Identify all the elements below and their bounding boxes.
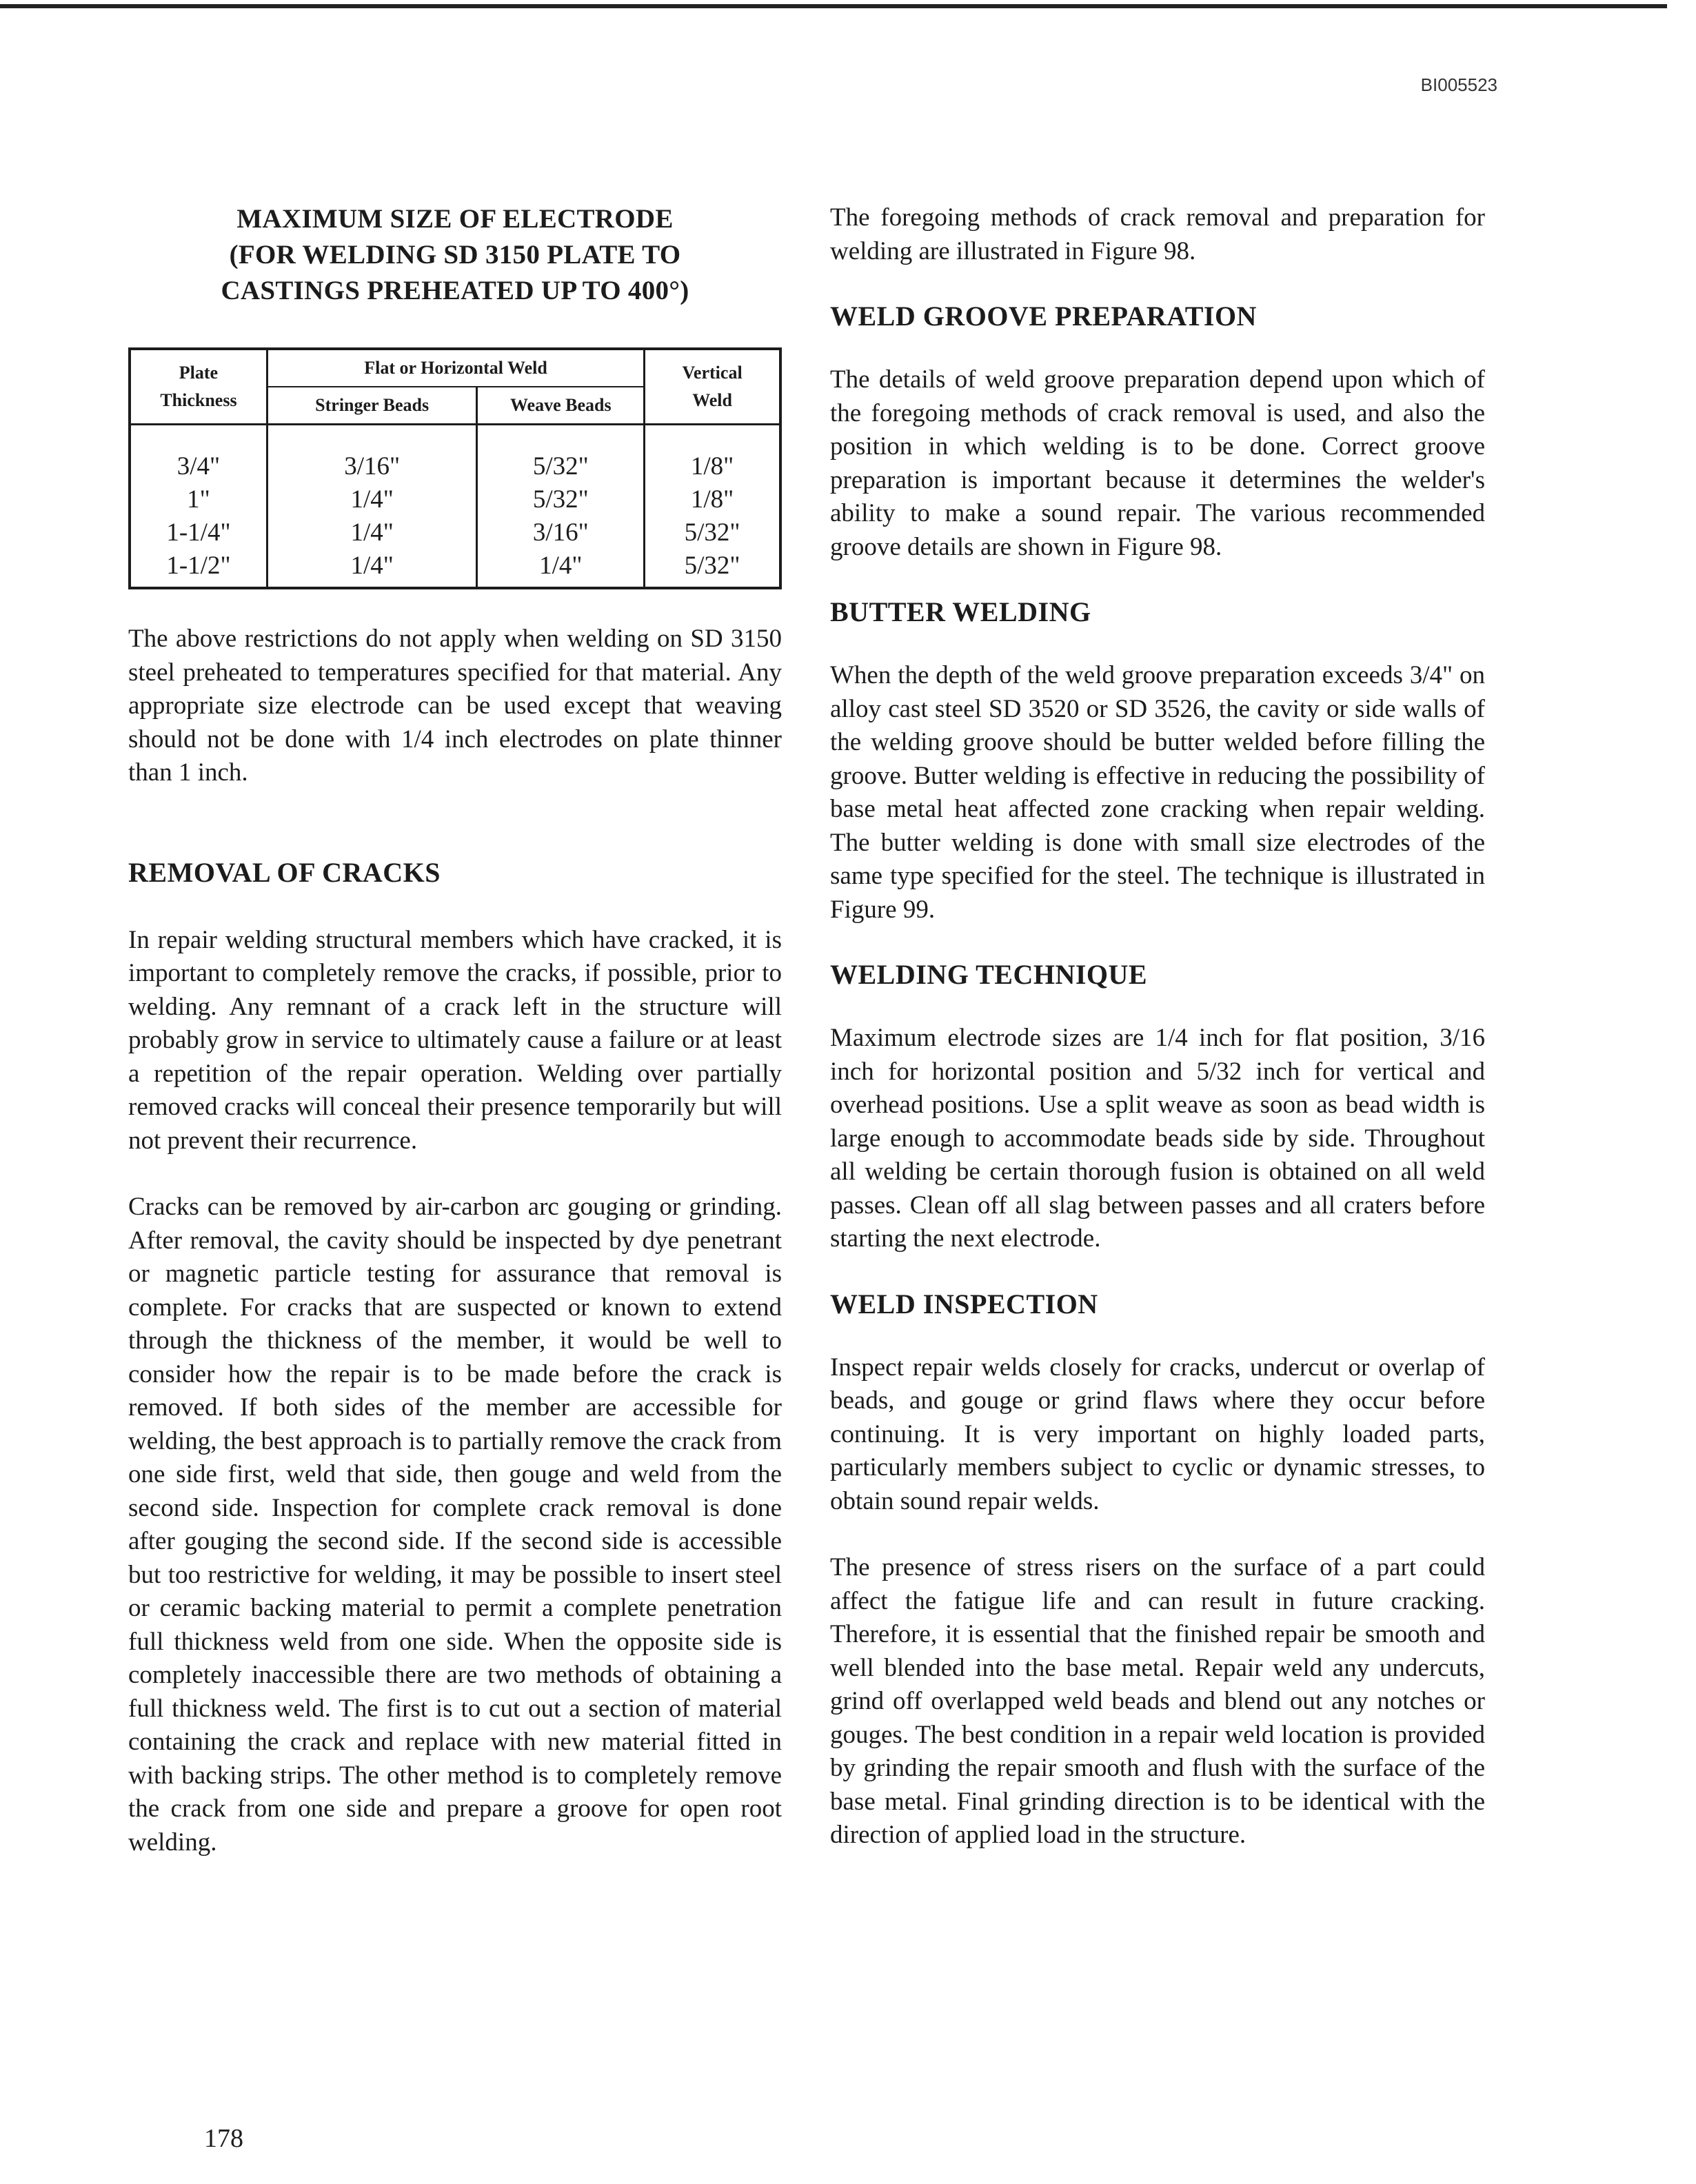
left-column (128, 201, 782, 1859)
table-cell: 5/32" (477, 483, 645, 516)
table-cell: 1-1/4" (130, 516, 267, 549)
table-cell: 5/32" (645, 549, 780, 588)
weld-inspection-heading: WELD INSPECTION (830, 1288, 1098, 1320)
table-row (130, 483, 780, 516)
header-vertical (645, 349, 780, 425)
table-cell: 1/4" (267, 549, 476, 588)
table-note-paragraph: The above restrictions do not apply when welding on SD 3150 steel preheated to temperatures specified for that material. Any appropriate size electrode can be used except that weaving should not be done with 1/4 inch electrodes on plate thinner than 1 inch. (128, 625, 782, 787)
table-cell: 3/4" (130, 425, 267, 484)
butter-welding-heading: BUTTER WELDING (830, 596, 1091, 627)
technique-paragraph: Maximum electrode sizes are 1/4 inch for flat position, 3/16 inch for horizontal position and 5/32 inch for vertical and overhead positions. Use a split weave as soon as bead width is large enough to accommodate beads side by side. Throughout all welding be certain thorough fusion is obtained on all weld passes. Clean off all slag between passes and all craters before starting the next electrode. (830, 1024, 1485, 1253)
electrode-size-table (128, 347, 782, 589)
removal-of-cracks-heading: REMOVAL OF CRACKS (128, 856, 441, 888)
header-vertical-line: Vertical (682, 363, 743, 383)
right-column (830, 201, 1485, 1852)
page-number: 178 (204, 2124, 243, 2153)
table-cell: 1/8" (645, 483, 780, 516)
table-row (130, 549, 780, 588)
header-weave-beads: Weave Beads (477, 387, 645, 425)
table-header-row (130, 349, 780, 387)
table-cell: 1/8" (645, 425, 780, 484)
removal-paragraph-2: Cracks can be removed by air-carbon arc gouging or grinding. After removal, the cavity should be inspected by dye penetrant or magnetic particle testing for assurance that removal is complete. For cracks that are suspected or known to extend through the thickness of the member, it would be well to consider how the repair is to be made before the crack is removed. If both sides of the member are accessible for welding, the best approach is to partially remove the crack from one side first, weld that side, then gouge and weld from the second side. Inspection for complete crack removal is done after gouging the second side. If the second side is accessible but too restrictive for welding, it may be possible to insert steel or ceramic backing material to permit a complete penetration full thickness weld from one side. When the opposite side is completely inaccessible there are two methods of obtaining a full thickness weld. The first is to cut out a section of material containing the crack and replace with new material fitted in with backing strips. The other method is to completely remove the crack from one side and prepare a groove for open root welding. (128, 1193, 782, 1857)
table-cell: 3/16" (477, 516, 645, 549)
table-cell: 1/4" (267, 516, 476, 549)
top-rule (0, 4, 1667, 8)
table-title-line: (FOR WELDING SD 3150 PLATE TO (229, 240, 681, 270)
table-cell: 5/32" (645, 516, 780, 549)
table-title-line: MAXIMUM SIZE OF ELECTRODE (236, 204, 674, 234)
inspection-paragraph-2: The presence of stress risers on the surface of a part could affect the fatigue life and can result in future cracking. Therefore, it is essential that the finished repair be smooth and well blended into the base metal. Repair weld any undercuts, grind off overlapped weld beads and blend out any notches or gouges. The best condition in a repair weld location is provided by grinding the repair smooth and flush with the surface of the base metal. Final grinding direction is to be identical with the direction of applied load in the structure. (830, 1553, 1485, 1849)
table-cell: 1/4" (477, 549, 645, 588)
table-title (128, 201, 782, 309)
welding-technique-heading: WELDING TECHNIQUE (830, 959, 1148, 990)
inspection-paragraph-1: Inspect repair welds closely for cracks, undercut or overlap of beads, and gouge or grind flaws where they occur before continuing. It is very important on highly loaded parts, particularly members subject to cyclic or dynamic stresses, to obtain sound repair welds. (830, 1353, 1485, 1515)
removal-paragraph-1: In repair welding structural members which have cracked, it is important to completely remove the cracks, if possible, prior to welding. Any remnant of a crack left in the structure will probably grow in service to ultimately cause a failure or at least a repetition of the repair operation. Welding over partially removed cracks will conceal their presence temporarily but will not prevent their recurrence. (128, 925, 782, 1155)
header-vertical-line: Weld (692, 390, 732, 410)
table-cell: 1-1/2" (130, 549, 267, 588)
document-id: BI005523 (1420, 74, 1497, 95)
table-cell: 1/4" (267, 483, 476, 516)
header-flat-horizontal: Flat or Horizontal Weld (267, 349, 644, 387)
header-plate-line: Thickness (160, 390, 237, 410)
header-plate-line: Plate (179, 363, 219, 383)
table-cell: 1" (130, 483, 267, 516)
header-plate (130, 349, 267, 425)
table-row (130, 516, 780, 549)
table-row (130, 425, 780, 484)
table-cell: 3/16" (267, 425, 476, 484)
header-stringer-beads: Stringer Beads (267, 387, 476, 425)
table-cell: 5/32" (477, 425, 645, 484)
table-title-line: CASTINGS PREHEATED UP TO 400°) (221, 276, 689, 305)
intro-paragraph: The foregoing methods of crack removal and preparation for welding are illustrated in Figure 98. (830, 203, 1485, 265)
groove-paragraph: The details of weld groove preparation depend upon which of the foregoing methods of crack removal is used, and also the position in which welding is to be done. Correct groove preparation is important because it determines the welder's ability to make a sound repair. The various recommended groove details are shown in Figure 98. (830, 365, 1485, 561)
weld-groove-preparation-heading: WELD GROOVE PREPARATION (830, 301, 1257, 332)
butter-paragraph: When the depth of the weld groove preparation exceeds 3/4" on alloy cast steel SD 3520 or SD 3526, the cavity or side walls of the welding groove should be butter welded before filling the groove. Butter welding is effective in reducing the possibility of base metal heat affected zone cracking when repair welding. The butter welding is done with small size electrodes of the same type specified for the steel. The technique is illustrated in Figure 99. (830, 661, 1485, 924)
